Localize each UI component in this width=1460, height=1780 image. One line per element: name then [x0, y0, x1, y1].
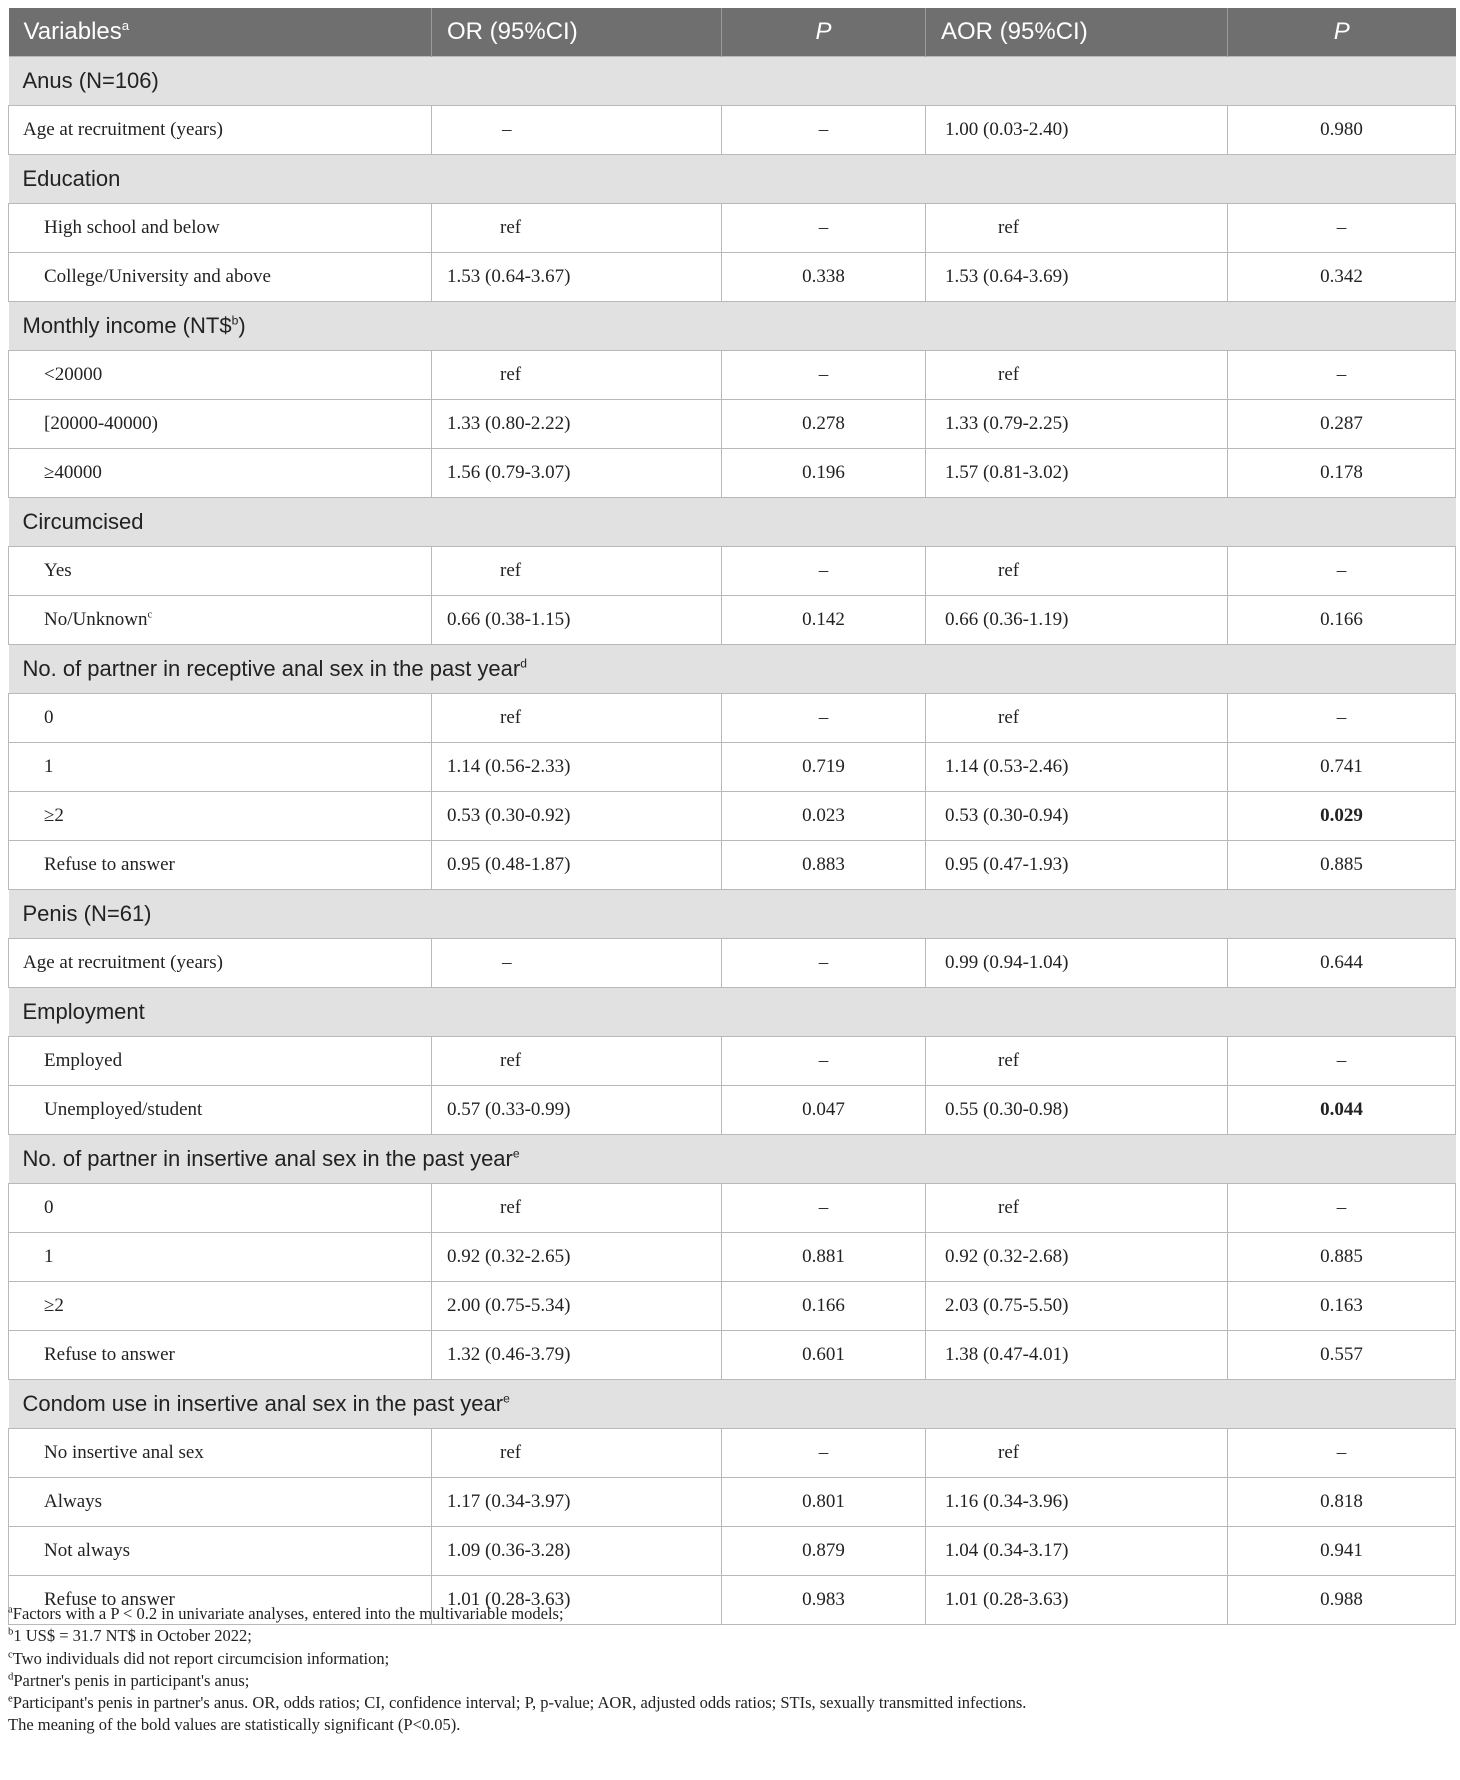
or-cell: ref [432, 1184, 722, 1233]
table-row [9, 1282, 1456, 1331]
aor-cell: ref [926, 694, 1228, 743]
or-p-cell: 0.278 [722, 400, 926, 449]
header-p [722, 8, 926, 57]
section-row [9, 302, 1456, 351]
aor-cell: ref [926, 351, 1228, 400]
section-label [9, 988, 1456, 1037]
footnote-mark: d [520, 656, 527, 671]
table-row [9, 1527, 1456, 1576]
variable-label-text: 1 [44, 1246, 54, 1267]
section-row [9, 1380, 1456, 1429]
header-aor: AOR (95%CI) [926, 8, 1228, 57]
or-p-cell: 0.983 [722, 1576, 926, 1625]
aor-cell: 1.14 (0.53-2.46) [926, 743, 1228, 792]
or-cell: 0.92 (0.32-2.65) [432, 1233, 722, 1282]
section-label [9, 1380, 1456, 1429]
aor-cell: 1.04 (0.34-3.17) [926, 1527, 1228, 1576]
footnote [8, 1714, 1448, 1736]
or-cell: 1.01 (0.28-3.63) [432, 1576, 722, 1625]
or-p-cell: – [722, 1429, 926, 1478]
variable-label-text: <20000 [44, 364, 103, 385]
aor-cell: 1.38 (0.47-4.01) [926, 1331, 1228, 1380]
variable-label [9, 743, 432, 792]
variable-label [9, 351, 432, 400]
variable-label [9, 253, 432, 302]
header-aor-p [1228, 8, 1456, 57]
section-label [9, 302, 1456, 351]
variable-label [9, 400, 432, 449]
variable-label-text: ≥2 [44, 1295, 64, 1316]
aor-p-cell: – [1228, 694, 1456, 743]
table-row [9, 351, 1456, 400]
aor-p-cell: – [1228, 351, 1456, 400]
section-label-text: No. of partner in insertive anal sex in the past year [22, 1146, 513, 1171]
variable-label [9, 1478, 432, 1527]
variable-label-text: Yes [44, 560, 72, 581]
aor-p-cell: 0.988 [1228, 1576, 1456, 1625]
or-cell: 2.00 (0.75-5.34) [432, 1282, 722, 1331]
table-row [9, 204, 1456, 253]
aor-cell: 0.55 (0.30-0.98) [926, 1086, 1228, 1135]
section-row [9, 645, 1456, 694]
table-row [9, 400, 1456, 449]
section-label [9, 155, 1456, 204]
table-row [9, 1233, 1456, 1282]
or-cell: 1.32 (0.46-3.79) [432, 1331, 722, 1380]
variable-label [9, 106, 432, 155]
footnote-mark: e [512, 1146, 520, 1161]
or-p-cell: – [722, 547, 926, 596]
or-p-cell: 0.142 [722, 596, 926, 645]
or-cell: ref [432, 351, 722, 400]
or-p-cell: 0.166 [722, 1282, 926, 1331]
section-row [9, 498, 1456, 547]
section-label-text: Condom use in insertive anal sex in the past year [22, 1391, 504, 1416]
section-label [9, 890, 1456, 939]
table-row [9, 449, 1456, 498]
results-table-container [8, 8, 1455, 1625]
aor-cell: 0.53 (0.30-0.94) [926, 792, 1228, 841]
aor-p-cell: 0.287 [1228, 400, 1456, 449]
variable-label-text: 0 [44, 707, 54, 728]
section-label-text: No. of partner in receptive anal sex in the past year [22, 656, 521, 681]
or-p-cell: 0.801 [722, 1478, 926, 1527]
variable-label [9, 596, 432, 645]
variable-label-text: Age at recruitment (years) [23, 119, 223, 140]
variable-label [9, 939, 432, 988]
variable-label-text: Refuse to answer [44, 1589, 175, 1610]
footnote [8, 1625, 1448, 1647]
table-body [9, 57, 1456, 1625]
or-p-cell: 0.023 [722, 792, 926, 841]
table-row [9, 743, 1456, 792]
or-p-cell: – [722, 694, 926, 743]
section-row [9, 57, 1456, 106]
or-p-cell: 0.719 [722, 743, 926, 792]
or-cell: – [432, 106, 722, 155]
variable-label [9, 1086, 432, 1135]
variable-label-text: Not always [44, 1540, 131, 1561]
or-cell: ref [432, 204, 722, 253]
aor-p-cell: 0.029 [1228, 792, 1456, 841]
footnote-text: Factors with a P < 0.2 in univariate analyses, entered into the multivariable models; [12, 1604, 564, 1623]
aor-p-cell: – [1228, 1184, 1456, 1233]
variable-label [9, 1184, 432, 1233]
variable-label-text: Age at recruitment (years) [23, 952, 223, 973]
or-cell: 1.53 (0.64-3.67) [432, 253, 722, 302]
table-row [9, 106, 1456, 155]
header-row [9, 8, 1456, 57]
or-p-cell: 0.879 [722, 1527, 926, 1576]
section-label-text: Education [22, 166, 121, 191]
footnote-mark: b [8, 1625, 14, 1638]
or-cell: 1.14 (0.56-2.33) [432, 743, 722, 792]
aor-cell: 1.16 (0.34-3.96) [926, 1478, 1228, 1527]
aor-p-cell: – [1228, 547, 1456, 596]
or-p-cell: 0.881 [722, 1233, 926, 1282]
aor-cell: 1.00 (0.03-2.40) [926, 106, 1228, 155]
variable-label [9, 792, 432, 841]
header-variables-footnote-mark: a [121, 18, 130, 33]
section-label [9, 1135, 1456, 1184]
table-row [9, 1184, 1456, 1233]
aor-p-cell: – [1228, 1037, 1456, 1086]
or-p-cell: 0.883 [722, 841, 926, 890]
section-label-text: Circumcised [22, 509, 144, 534]
table-row [9, 792, 1456, 841]
section-label [9, 645, 1456, 694]
aor-p-cell: – [1228, 1429, 1456, 1478]
variable-label-text: ≥2 [44, 805, 64, 826]
footnote-mark: e [503, 1391, 510, 1406]
table-row [9, 596, 1456, 645]
variable-label [9, 694, 432, 743]
aor-p-cell: 0.163 [1228, 1282, 1456, 1331]
aor-p-cell: 0.818 [1228, 1478, 1456, 1527]
aor-cell: 1.33 (0.79-2.25) [926, 400, 1228, 449]
or-p-cell: 0.338 [722, 253, 926, 302]
variable-label-text: College/University and above [44, 266, 271, 287]
footnote-mark: b [231, 313, 239, 328]
aor-p-cell: 0.941 [1228, 1527, 1456, 1576]
variable-label [9, 204, 432, 253]
section-label-text: Monthly income (NT$ [22, 313, 232, 338]
table-footnotes [8, 1603, 1448, 1737]
or-p-cell: – [722, 351, 926, 400]
table-row [9, 1331, 1456, 1380]
table-row [9, 841, 1456, 890]
variable-label-text: ≥40000 [44, 462, 102, 483]
header-or: OR (95%CI) [432, 8, 722, 57]
table-row [9, 1478, 1456, 1527]
header-variables-label: Variables [23, 18, 122, 45]
variable-label [9, 1429, 432, 1478]
aor-cell: 0.66 (0.36-1.19) [926, 596, 1228, 645]
footnote-mark: d [8, 1670, 14, 1683]
variable-label-text: Always [44, 1491, 103, 1512]
section-row [9, 890, 1456, 939]
table-row [9, 547, 1456, 596]
aor-cell: ref [926, 1184, 1228, 1233]
section-label-text: Penis (N=61) [22, 901, 152, 926]
aor-p-cell: 0.178 [1228, 449, 1456, 498]
or-cell: 1.33 (0.80-2.22) [432, 400, 722, 449]
aor-cell: 1.01 (0.28-3.63) [926, 1576, 1228, 1625]
variable-label-text: No/Unknown [44, 609, 148, 630]
variable-label-text: High school and below [44, 217, 220, 238]
section-row [9, 988, 1456, 1037]
or-p-cell: – [722, 939, 926, 988]
table-row [9, 1429, 1456, 1478]
or-cell: 0.53 (0.30-0.92) [432, 792, 722, 841]
or-cell: ref [432, 1429, 722, 1478]
aor-cell: 0.95 (0.47-1.93) [926, 841, 1228, 890]
aor-cell: ref [926, 1037, 1228, 1086]
footnote-text: The meaning of the bold values are statistically significant (P<0.05). [8, 1715, 461, 1735]
variable-label [9, 1527, 432, 1576]
aor-cell: 1.57 (0.81-3.02) [926, 449, 1228, 498]
variable-label [9, 449, 432, 498]
variable-label-text: 1 [44, 756, 54, 777]
variable-label-text: No insertive anal sex [44, 1442, 204, 1463]
table-row [9, 939, 1456, 988]
or-p-cell: 0.047 [722, 1086, 926, 1135]
variable-label [9, 1282, 432, 1331]
footnote-mark: e [8, 1692, 13, 1705]
footnote [8, 1648, 1448, 1670]
variable-label-text: Refuse to answer [44, 854, 175, 875]
section-label-text: Anus (N=106) [22, 68, 159, 93]
or-cell: 1.09 (0.36-3.28) [432, 1527, 722, 1576]
footnote-text: Partner's penis in participant's anus; [13, 1670, 250, 1690]
footnote-text: Two individuals did not report circumcision information; [12, 1648, 390, 1668]
footnote-mark: c [8, 1648, 13, 1661]
table-header [9, 8, 1456, 57]
section-row [9, 1135, 1456, 1184]
variable-label-text: Unemployed/student [44, 1099, 203, 1120]
aor-cell: ref [926, 204, 1228, 253]
or-cell: 1.56 (0.79-3.07) [432, 449, 722, 498]
footnote-text: 1 US$ = 31.7 NT$ in October 2022; [13, 1626, 252, 1646]
or-p-cell: – [722, 204, 926, 253]
table-row [9, 1086, 1456, 1135]
or-cell: 0.57 (0.33-0.99) [432, 1086, 722, 1135]
aor-p-cell: 0.557 [1228, 1331, 1456, 1380]
aor-cell: 0.92 (0.32-2.68) [926, 1233, 1228, 1282]
or-cell: ref [432, 694, 722, 743]
or-p-cell: 0.196 [722, 449, 926, 498]
variable-label-text: [20000-40000) [44, 413, 158, 434]
or-cell: – [432, 939, 722, 988]
variable-label [9, 547, 432, 596]
section-label [9, 498, 1456, 547]
or-cell: 0.95 (0.48-1.87) [432, 841, 722, 890]
aor-p-cell: 0.342 [1228, 253, 1456, 302]
footnote-mark: c [147, 609, 153, 621]
variable-label-text: Refuse to answer [44, 1344, 175, 1365]
variable-label [9, 1233, 432, 1282]
table-row [9, 1037, 1456, 1086]
or-p-cell: – [722, 106, 926, 155]
aor-p-cell: 0.980 [1228, 106, 1456, 155]
or-p-cell: – [722, 1184, 926, 1233]
aor-p-cell: 0.044 [1228, 1086, 1456, 1135]
aor-p-cell: – [1228, 204, 1456, 253]
variable-label-text: Employed [44, 1050, 123, 1071]
aor-cell: 0.99 (0.94-1.04) [926, 939, 1228, 988]
aor-cell: ref [926, 1429, 1228, 1478]
section-label [9, 57, 1456, 106]
aor-cell: ref [926, 547, 1228, 596]
header-p-label: P [815, 18, 832, 45]
section-label-suffix: ) [238, 313, 246, 338]
table-row [9, 253, 1456, 302]
variable-label [9, 1037, 432, 1086]
aor-p-cell: 0.166 [1228, 596, 1456, 645]
or-cell: 0.66 (0.38-1.15) [432, 596, 722, 645]
aor-cell: 1.53 (0.64-3.69) [926, 253, 1228, 302]
variable-label [9, 841, 432, 890]
section-row [9, 155, 1456, 204]
aor-p-cell: 0.885 [1228, 841, 1456, 890]
or-cell: ref [432, 547, 722, 596]
variable-label [9, 1331, 432, 1380]
or-cell: 1.17 (0.34-3.97) [432, 1478, 722, 1527]
header-variables [9, 8, 432, 57]
footnote [8, 1692, 1448, 1714]
section-label-text: Employment [22, 999, 145, 1024]
or-cell: ref [432, 1037, 722, 1086]
or-p-cell: – [722, 1037, 926, 1086]
aor-p-cell: 0.741 [1228, 743, 1456, 792]
footnote-text: Participant's penis in partner's anus. OR, odds ratios; CI, confidence interval; P, p-value; AOR, adjusted odds ratios; STIs, sexually transmitted infections. [12, 1693, 1027, 1713]
footnote [8, 1670, 1448, 1692]
footnote-mark: a [8, 1603, 13, 1616]
aor-cell: 2.03 (0.75-5.50) [926, 1282, 1228, 1331]
variable-label-text: 0 [44, 1197, 54, 1218]
aor-p-cell: 0.885 [1228, 1233, 1456, 1282]
footnote [8, 1603, 1448, 1625]
header-aor-p-label: P [1333, 18, 1350, 45]
aor-p-cell: 0.644 [1228, 939, 1456, 988]
results-table [8, 8, 1456, 1625]
or-p-cell: 0.601 [722, 1331, 926, 1380]
table-row [9, 694, 1456, 743]
